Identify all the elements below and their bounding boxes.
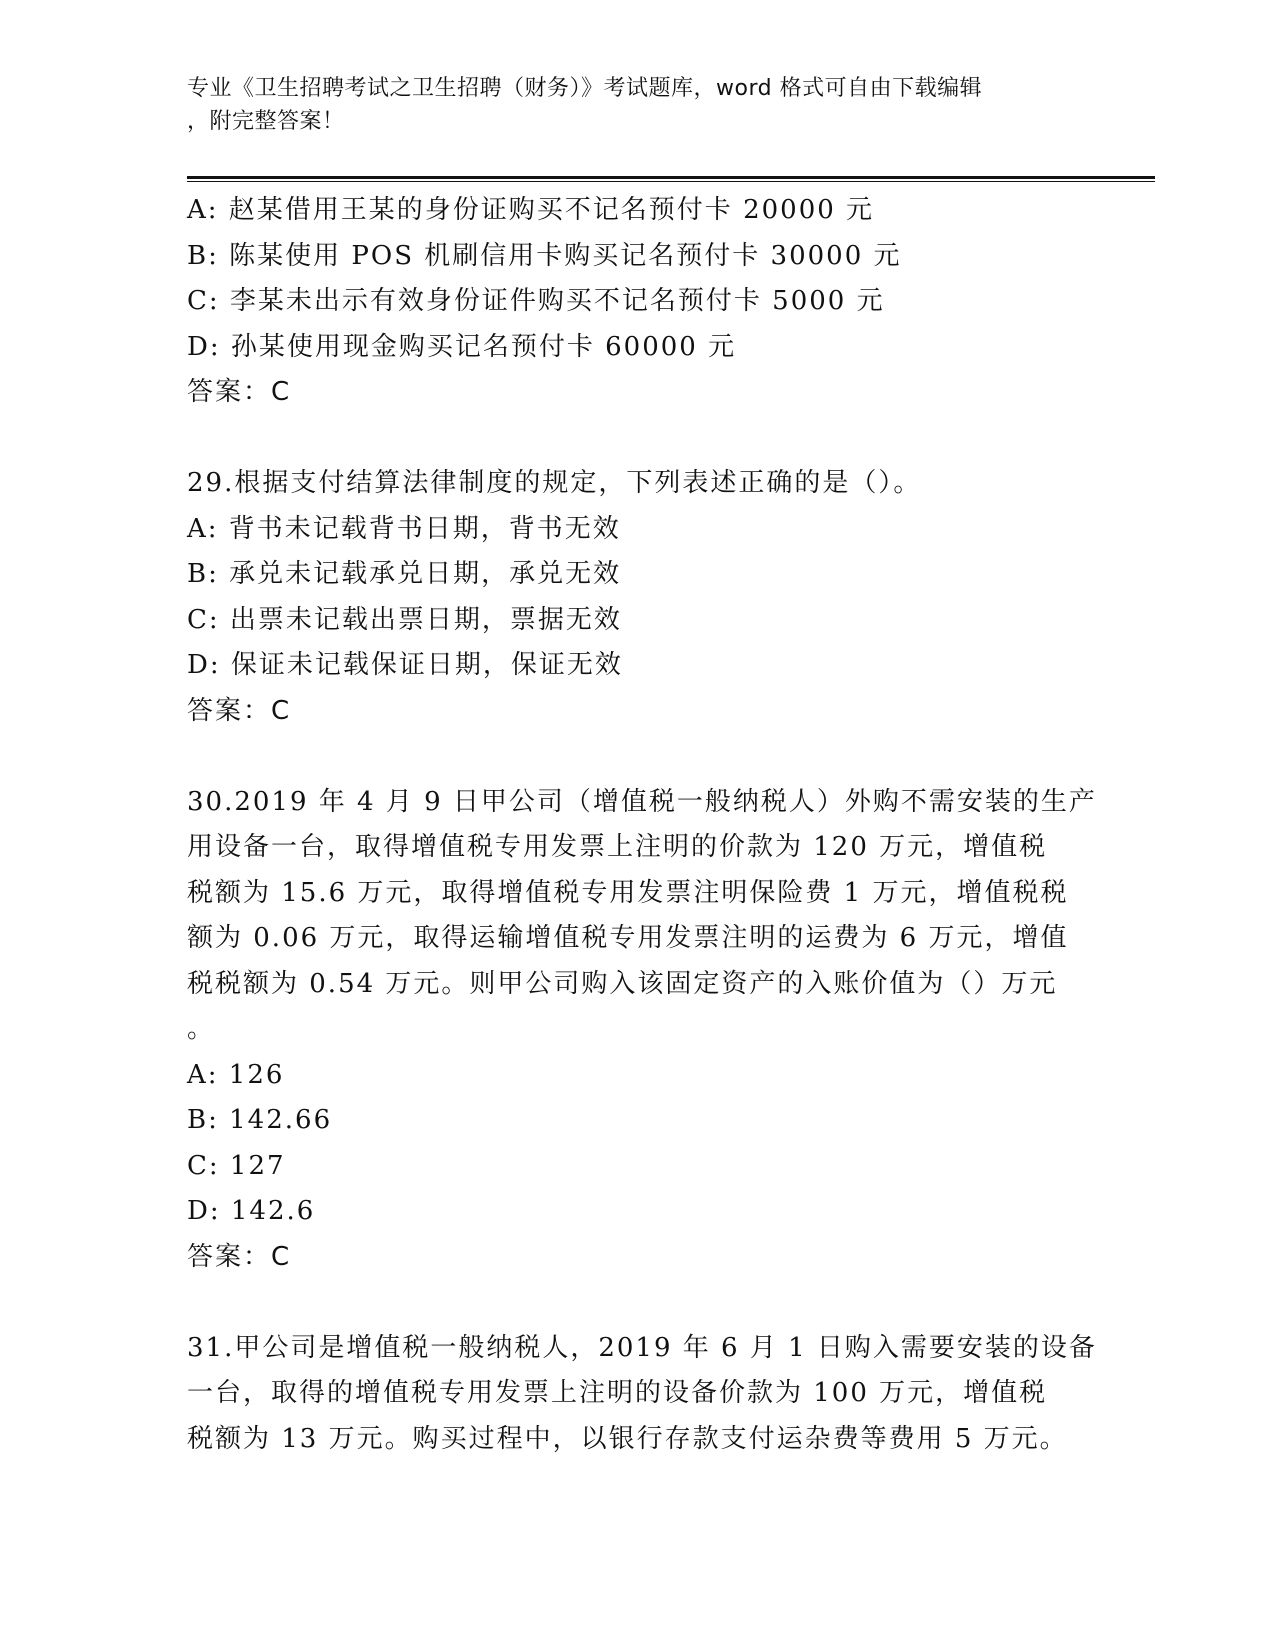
header-rule-thin (187, 181, 1155, 182)
question-stem: 一台，取得的增值税专用发票上注明的设备价款为 100 万元，增值税 (187, 1378, 1048, 1408)
question-stem: 税额为 15.6 万元，取得增值税专用发票注明保险费 1 万元，增值税税 (187, 877, 1069, 908)
question-stem: 税税额为 0.54 万元。则甲公司购入该固定资产的入账价值为（）万元 (187, 968, 1058, 999)
spacer (187, 734, 1087, 780)
answer-line: 答案：C (187, 1241, 292, 1272)
question-stem: 额为 0.06 万元，取得运输增值税专用发票注明的运费为 6 万元，增值 (187, 923, 1069, 953)
spacer (187, 416, 1087, 462)
question-stem: 31.甲公司是增值税一般纳税人，2019 年 6 月 1 日购入需要安装的设备 (187, 1332, 1097, 1363)
question-stem: 。 (187, 1014, 216, 1044)
question-block (187, 780, 1097, 1281)
question-block (187, 1326, 1097, 1463)
option-a: A: 赵某借用王某的身份证购买不记名预付卡 20000 元 (187, 195, 875, 225)
option-c: C: 出票未记载出票日期，票据无效 (187, 604, 622, 635)
option-d: D: 保证未记载保证日期，保证无效 (187, 650, 623, 680)
spacer (187, 1280, 1087, 1326)
question-stem: 用设备一台，取得增值税专用发票上注明的价款为 120 万元，增值税 (187, 832, 1048, 862)
question-stem: 30.2019 年 4 月 9 日甲公司（增值税一般纳税人）外购不需安装的生产 (187, 786, 1097, 817)
question-stem: 税额为 13 万元。购买过程中，以银行存款支付运杂费等费用 5 万元。 (187, 1423, 1068, 1454)
document-header (187, 72, 1067, 138)
question-block (187, 188, 1087, 416)
option-d: D: 142.6 (187, 1196, 316, 1226)
question-list (187, 188, 1097, 1462)
question-block (187, 461, 1087, 734)
option-c: C: 李某未出示有效身份证件购买不记名预付卡 5000 元 (187, 286, 885, 316)
answer-line: 答案：C (187, 695, 292, 726)
option-a: A: 126 (187, 1059, 285, 1090)
option-b: B: 承兑未记载承兑日期，承兑无效 (187, 559, 622, 589)
question-stem: 29.根据支付结算法律制度的规定，下列表述正确的是（）。 (187, 468, 922, 498)
header-rule-thick (187, 176, 1155, 179)
header-line-1: 专业《卫生招聘考试之卫生招聘（财务）》考试题库，word 格式可自由下载编辑 (187, 76, 983, 101)
answer-line: 答案：C (187, 377, 292, 407)
option-a: A: 背书未记载背书日期，背书无效 (187, 513, 621, 544)
option-d: D: 孙某使用现金购买记名预付卡 60000 元 (187, 331, 737, 362)
option-b: B: 142.66 (187, 1105, 333, 1135)
header-line-2: ，附完整答案！ (187, 109, 345, 134)
option-c: C: 127 (187, 1150, 286, 1181)
option-b: B: 陈某使用 POS 机刷信用卡购买记名预付卡 30000 元 (187, 240, 902, 271)
